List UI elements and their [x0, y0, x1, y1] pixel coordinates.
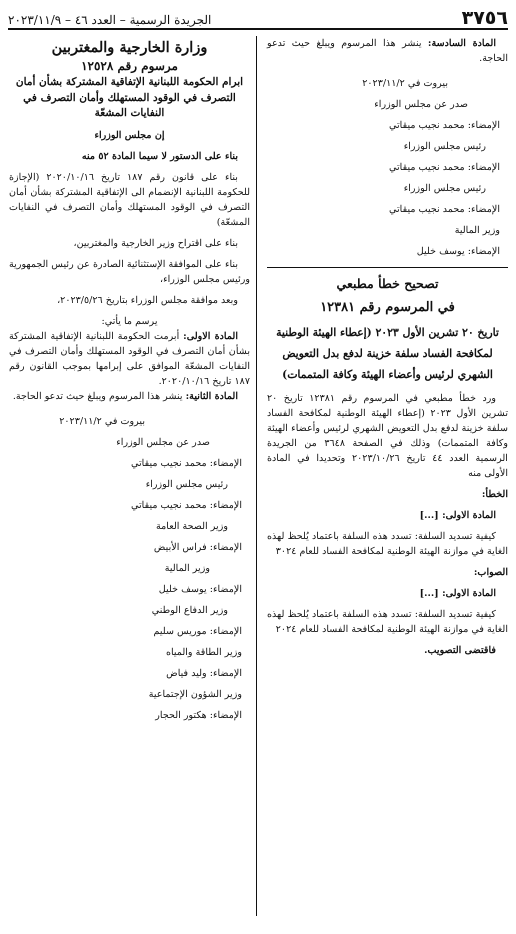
constitution-line: بناء على الدستور لا سيما المادة ٥٢ منه [81, 150, 238, 162]
date-line: بيروت في ٢٠٢٣/١١/٢ [362, 78, 448, 89]
error-article: المادة الاولى: [...] [419, 510, 496, 521]
error-text: كيفية تسديد السلفة: تسدد هذه السلفة باعتماد يُلحظ لهذه الغاية في موازنة الهيئة الوطنية لمكافحة الفساد للعام ٣٠٢٤ [267, 531, 508, 557]
correction-title: تصحيح خطأ مطبعي [336, 276, 439, 291]
signature: الإمضاء: موريس سليم [153, 625, 242, 637]
closing-line: فاقتضى التصويب. [424, 645, 496, 656]
page-number: ٣٧٥٦ [461, 7, 508, 29]
recital-proposal: بناء على اقتراح وزير الخارجية والمغتربين، [73, 237, 238, 249]
signatory-title: وزير المالية [454, 225, 500, 236]
signature: الإمضاء: محمد نجيب ميقاتي [389, 204, 500, 215]
article-two-label: المادة الثانية: [185, 390, 238, 402]
signature: الإمضاء: محمد نجيب ميقاتي [389, 162, 500, 173]
recital-law: بناء على قانون رقم ١٨٧ تاريخ ٢٠٢٠/١٠/١٦ (الإجازة للحكومة اللبنانية الإنضمام الى الإتفاقية المشتركة بشأن أمان التصرف في الوقود المستهلك وأمان التصرف في النفايات المشعّة) [9, 171, 250, 228]
article-six-text: ينشر هذا المرسوم ويبلغ حيث تدعو الحاجة. [267, 38, 508, 64]
correct-label: الصواب: [473, 567, 508, 578]
correction-decree-number: في المرسوم رقم ١٢٣٨١ [320, 300, 455, 315]
signature: الإمضاء: محمد نجيب ميقاتي [131, 499, 242, 511]
article-one [9, 329, 250, 389]
correction-subject: تاريخ ٢٠ تشرين الأول ٢٠٢٣ (إعطاء الهيئة الوطنية لمكافحة الفساد سلفة خزينة لدفع بدل التعويض الشهري لرئيس وأعضاء الهيئة وكافة المتممات) [276, 326, 499, 381]
signature: الإمضاء: محمد نجيب ميقاتي [389, 120, 500, 131]
article-six-label: المادة السادسة: [427, 38, 496, 49]
gazette-title: الجريدة الرسمية – العدد ٤٦ – ٢٠٢٣/١١/٩ [8, 13, 212, 27]
recital-council: وبعد موافقة مجلس الوزراء بتاريخ ٢٠٢٣/٥/٢٦، [57, 294, 238, 306]
signature: الإمضاء: يوسف خليل [416, 246, 500, 257]
issued-by: صدر عن مجلس الوزراء [116, 436, 210, 448]
signatory-title: وزير الدفاع الوطني [151, 604, 228, 616]
signature: الإمضاء: يوسف خليل [158, 583, 242, 595]
signatory-title: رئيس مجلس الوزراء [403, 141, 486, 152]
signature: الإمضاء: فراس الأبيض [153, 541, 242, 553]
article-two-text: ينشر هذا المرسوم ويبلغ حيث تدعو الحاجة. [12, 390, 186, 402]
signatures-block [9, 435, 250, 723]
signatory-title: وزير الصحة العامة [156, 520, 228, 532]
page-header [8, 6, 508, 30]
decree-number: مرسوم رقم ١٢٥٢٨ [81, 59, 178, 73]
signatory-title: وزير الشؤون الإجتماعية [148, 688, 242, 700]
date-line: بيروت في ٢٠٢٣/١١/٢ [59, 415, 145, 427]
signatures-block [267, 97, 508, 259]
recital-approval: بناء على الموافقة الإستثنائية الصادرة عن رئيس الجمهورية ورئيس مجلس الوزراء، [9, 258, 250, 285]
signature: الإمضاء: وليد فياض [166, 667, 242, 679]
article-one-text: أبرمت الحكومة اللبنانية الإتفاقية المشتركة بشأن أمان التصرف في الوقود المستهلك وأمان التصرف في النفايات المشعّة الموافق على إبرامها بموجب القانون رقم ١٨٧ تاريخ ٢٠٢٠/١٠/١٦. [9, 330, 250, 387]
article-two [9, 389, 250, 404]
columns [8, 36, 508, 916]
signature: الإمضاء: محمد نجيب ميقاتي [131, 457, 242, 469]
ministry-title: وزارة الخارجية والمغتربين [51, 39, 208, 56]
error-label: الخطأ: [481, 489, 508, 500]
signature: الإمضاء: هكتور الحجار [155, 709, 242, 721]
decrees-line: يرسم ما يأتي: [101, 315, 158, 327]
right-column [267, 36, 508, 916]
article-six [267, 36, 508, 66]
correct-text: كيفية تسديد السلفة: تسدد هذه السلفة باعتماد يُلحظ لهذه الغاية في موازنة الهيئة الوطنية لمكافحة الفساد للعام ٢٠٢٤ [267, 609, 508, 635]
decree-subject: ابرام الحكومة اللبنانية الإتفاقية المشتركة بشأن أمان التصرف في الوقود المستهلك وأمان التصرف في النفايات المشعّة [15, 76, 244, 119]
section-divider [267, 267, 508, 268]
left-column [9, 36, 257, 916]
signatory-title: رئيس مجلس الوزراء [145, 478, 228, 490]
correct-article: المادة الاولى: [...] [419, 588, 496, 599]
article-one-label: المادة الاولى: [183, 330, 238, 342]
signatory-title: وزير الطاقة والمياه [165, 646, 242, 658]
signatory-title: رئيس مجلس الوزراء [403, 183, 486, 194]
correction-body: ورد خطأ مطبعي في المرسوم رقم ١٢٣٨١ تاريخ ٢٠ تشرين الأول ٢٠٢٣ (إعطاء الهيئة الوطنية لمكافحة الفساد سلفة خزينة لدفع بدل التعويض الشهري لرئيس وأعضاء الهيئة وكافة المتممات) وذلك في الصفحة ٣٦٤٨ من الجريدة الرسمية العدد ٤٤ تاريخ ٢٠٢٣/١٠/٢٦ وتحديدا في المادة الأولى منه [267, 393, 508, 479]
issued-by: صدر عن مجلس الوزراء [374, 99, 468, 110]
council-line: إن مجلس الوزراء [94, 129, 165, 141]
signatory-title: وزير المالية [164, 562, 210, 574]
